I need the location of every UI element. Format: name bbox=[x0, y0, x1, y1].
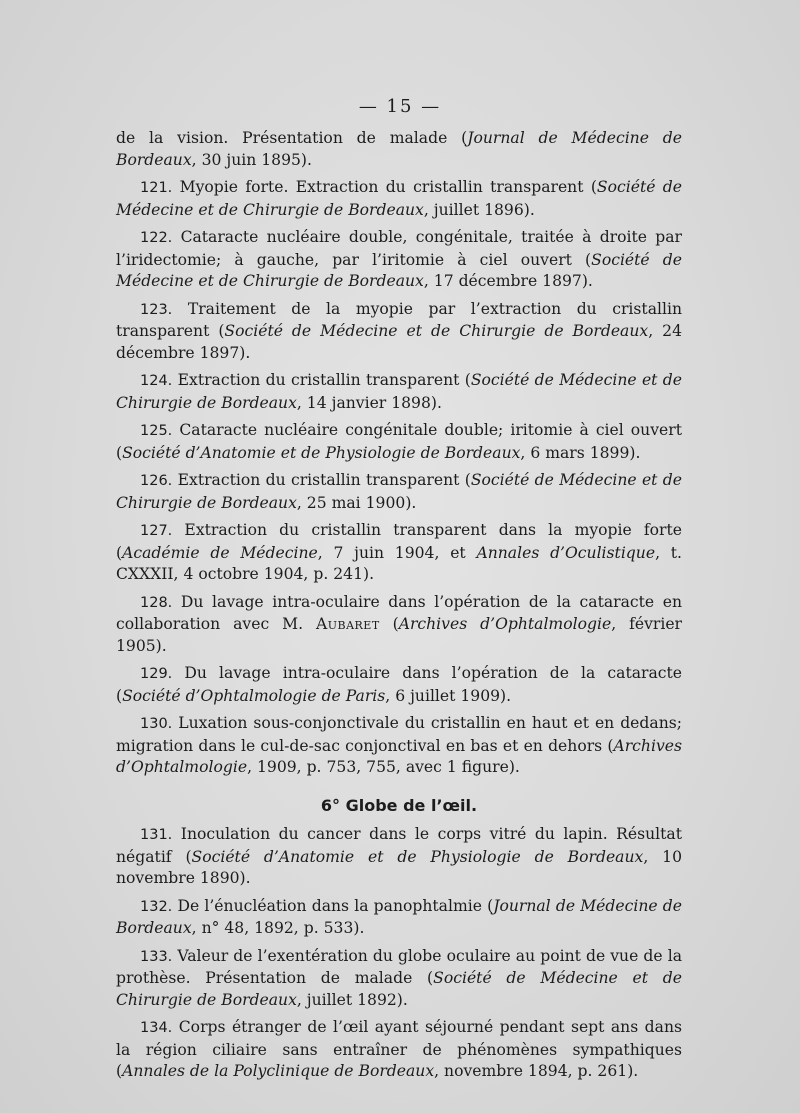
entry-133 bbox=[116, 946, 682, 1012]
entry-number: 132. bbox=[140, 898, 173, 915]
section-heading: 6° Globe de l’œil. bbox=[320, 795, 478, 815]
entry-123 bbox=[116, 299, 682, 365]
journal-title: Archives d’Ophtalmologie bbox=[398, 615, 612, 633]
entry-text: , t. CXXXII, 4 octobre 1904, p. 241). bbox=[116, 543, 682, 583]
entry-text: , 25 mai 1900). bbox=[296, 493, 417, 512]
journal-title: Académie de Médecine bbox=[122, 543, 318, 562]
entry-text: , 6 juillet 1909). bbox=[385, 686, 512, 705]
entry-text: , 30 juin 1895). bbox=[191, 150, 312, 169]
entry-text: De l’énucléation dans la panophtalmie ( bbox=[172, 896, 494, 915]
entry-number: 124. bbox=[140, 373, 173, 389]
entry-number: 125. bbox=[140, 423, 173, 439]
page-number: — 15 — bbox=[358, 96, 442, 117]
entry-text: , novembre 1894, p. 261). bbox=[434, 1062, 639, 1080]
entry-number: 123. bbox=[140, 301, 173, 318]
journal-title: Société de Médecine et de Chirurgie de Bordeaux bbox=[116, 178, 682, 219]
entry-text: Extraction du cristallin transparent dans la myopie forte ( bbox=[116, 521, 682, 562]
entry-text: Inoculation du cancer dans le corps vitré du lapin. Résultat négatif ( bbox=[116, 825, 682, 866]
entry-text: Extraction du cristallin transparent ( bbox=[172, 471, 471, 489]
entry-number: 133. bbox=[140, 948, 173, 965]
journal-title: Annales de la Polyclinique de Bordeaux bbox=[122, 1062, 435, 1080]
entry-text: Myopie forte. Extraction du cristallin transparent ( bbox=[172, 178, 597, 196]
journal-title: Société de Médecine et de Chirurgie de Bordeaux bbox=[116, 371, 683, 412]
entry-number: 121. bbox=[140, 180, 173, 196]
entry-text: ( bbox=[379, 615, 399, 633]
entry-text: de la vision. Présentation de malade ( bbox=[116, 129, 468, 147]
entry-130 bbox=[116, 713, 682, 779]
entry-126 bbox=[116, 470, 682, 514]
entry-number: 128. bbox=[140, 594, 173, 611]
journal-title: Société d’Ophtalmologie de Paris bbox=[122, 686, 386, 705]
entry-text: , 7 juin 1904, et bbox=[317, 543, 477, 562]
entry-text: Cataracte nucléaire double, congénitale, traitée à droite par l’iridectomie; à gauche, par l’iritomie à ciel ouvert ( bbox=[116, 228, 682, 269]
entry-text: Luxation sous-conjonctivale du cristallin en haut et en dedans; migration dans le cul-de-sac conjonctival en bas et en dehors ( bbox=[116, 714, 682, 755]
entry-122 bbox=[116, 227, 682, 293]
author-name: Aubaret bbox=[315, 615, 380, 633]
entry-number: 131. bbox=[140, 827, 173, 843]
entry-text: Extraction du cristallin transparent ( bbox=[172, 371, 471, 389]
entry-text: , février 1905). bbox=[116, 615, 682, 655]
journal-title: Société de Médecine et de Chirurgie de Bordeaux bbox=[224, 322, 649, 340]
entry-number: 130. bbox=[140, 716, 173, 732]
journal-title: Société de Médecine et de Chirurgie de Bordeaux bbox=[116, 250, 682, 290]
entry-text: Du lavage intra-oculaire dans l’opération de la cataracte en collaboration avec M. bbox=[116, 592, 682, 633]
entry-text: , juillet 1896). bbox=[423, 200, 535, 219]
entry-number: 122. bbox=[140, 230, 173, 246]
entry-text: Corps étranger de l’œil ayant séjourné pendant sept ans dans la région ciliaire sans entraîner de phénomènes sympathiques ( bbox=[116, 1018, 682, 1080]
entry-text: , n° 48, 1892, p. 533). bbox=[191, 919, 365, 937]
entry-128 bbox=[116, 592, 682, 658]
entry-text: , 17 décembre 1897). bbox=[423, 272, 593, 290]
entry-131 bbox=[116, 824, 682, 890]
entry-127 bbox=[116, 520, 682, 586]
entry-134 bbox=[116, 1017, 682, 1083]
entry-125 bbox=[116, 420, 682, 464]
entry-text: Valeur de l’exentération du globe oculaire au point de vue de la prothèse. Présentation de malade ( bbox=[116, 946, 682, 987]
journal-title: Journal de Médecine de Bordeaux bbox=[116, 129, 682, 169]
entry-text: , 1909, p. 753, 755, avec 1 figure). bbox=[247, 758, 520, 776]
entry-text: , 14 janvier 1898). bbox=[296, 393, 442, 412]
entry-continuation bbox=[116, 128, 682, 171]
entry-number: 126. bbox=[140, 473, 173, 489]
entry-text: Cataracte nucléaire congénitale double; iritomie à ciel ouvert ( bbox=[116, 421, 682, 462]
journal-title: Société de Médecine et de Chirurgie de Bordeaux bbox=[116, 969, 683, 1009]
entry-text: Du lavage intra-oculaire dans l’opération de la cataracte ( bbox=[116, 664, 682, 705]
journal-title: Journal de Médecine de Bordeaux bbox=[116, 896, 682, 937]
entry-129 bbox=[116, 663, 682, 707]
entry-text: , 10 novembre 1890). bbox=[116, 847, 682, 887]
journal-title: Annales d’Oculistique bbox=[476, 543, 656, 562]
entry-number: 129. bbox=[140, 666, 173, 682]
entry-text: , 6 mars 1899). bbox=[520, 443, 641, 462]
journal-title: Société d’Anatomie et de Physiologie de Bordeaux bbox=[191, 847, 644, 866]
entry-text: , 24 décembre 1897). bbox=[116, 322, 682, 362]
journal-title: Archives d’Ophtalmologie bbox=[116, 736, 682, 776]
entry-number: 127. bbox=[140, 523, 173, 539]
entry-132 bbox=[116, 896, 682, 940]
entry-121 bbox=[116, 177, 682, 221]
entry-124 bbox=[116, 370, 682, 414]
journal-title: Société de Médecine et de Chirurgie de Bordeaux bbox=[116, 471, 683, 512]
entry-number: 134. bbox=[140, 1020, 173, 1036]
bibliography-list bbox=[116, 128, 682, 1089]
journal-title: Société d’Anatomie et de Physiologie de Bordeaux bbox=[122, 443, 521, 462]
entry-text: , juillet 1892). bbox=[296, 990, 408, 1009]
entry-text: Traitement de la myopie par l’extraction du cristallin transparent ( bbox=[116, 299, 682, 340]
